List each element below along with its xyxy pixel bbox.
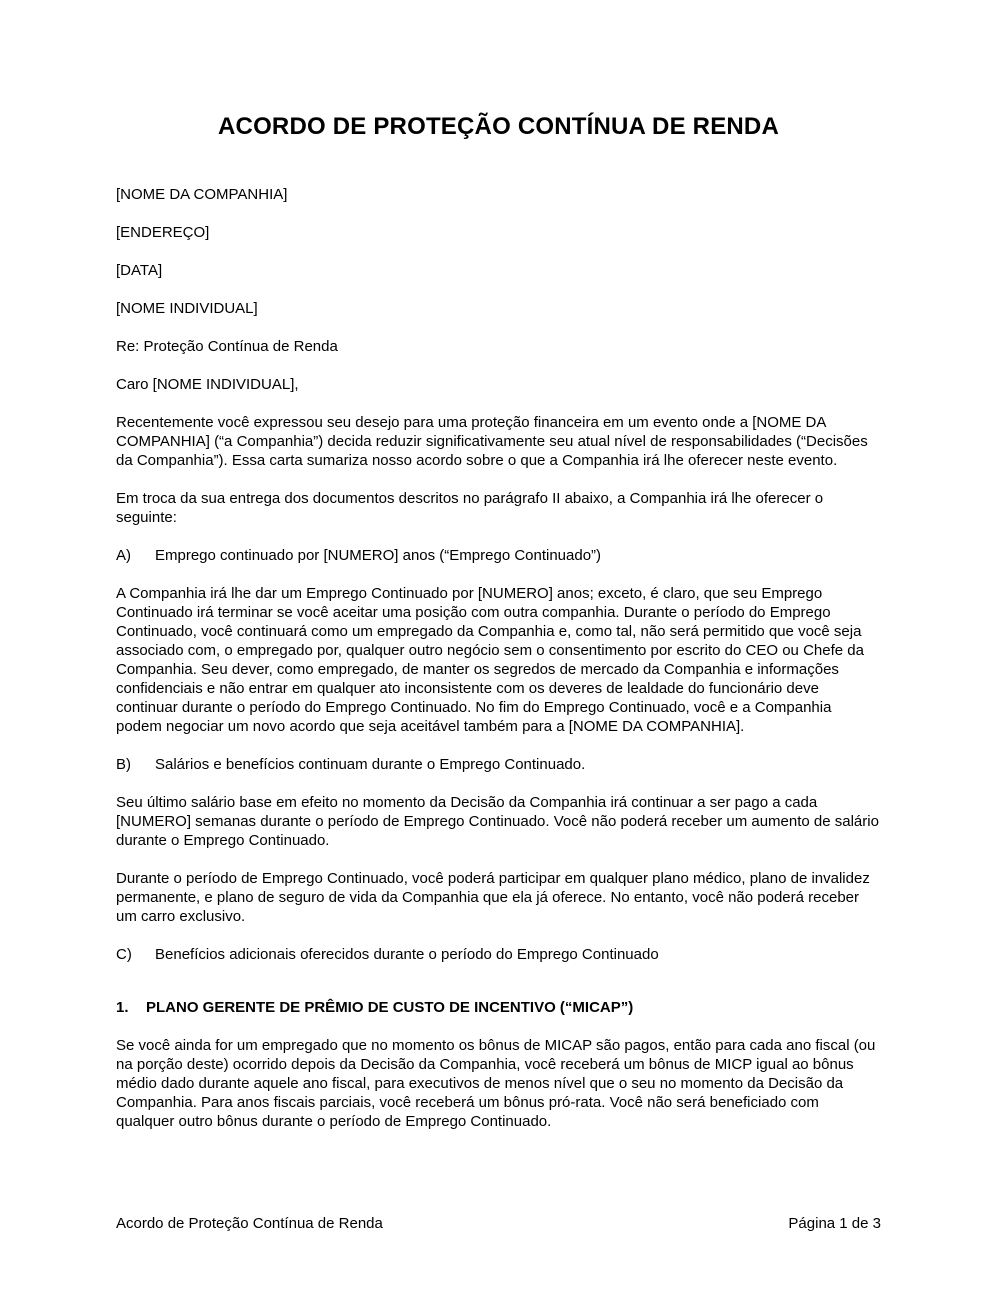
re-line: Re: Proteção Contínua de Renda [116,338,338,355]
document-title: ACORDO DE PROTEÇÃO CONTÍNUA DE RENDA [218,113,779,140]
list-item-b [116,755,881,774]
list-item-b-marker: B) [116,756,131,773]
recipient-individual-line: [NOME INDIVIDUAL] [116,300,258,317]
paragraph-benefit-plans: Durante o período de Emprego Continuado, você poderá participar em qualquer plano médico, plano de invalidez permanente, e plano de seguro de vida da Companhia que ela já oferece. No entanto, você não poderá receber um carro exclusivo. [116,870,870,925]
list-item-b-text: Salários e benefícios continuam durante o Emprego Continuado. [155,756,586,773]
recipient-date-line: [DATA] [116,262,163,279]
section-heading-number: 1. [116,999,129,1016]
paragraph-intro: Recentemente você expressou seu desejo para uma proteção financeira em um evento onde a [NOME DA COMPANHIA] (“a Companhia”) decida reduzir significativamente seu atual nível de responsabilidades (“Decisões da Companhia”). Essa carta sumariza nosso acordo sobre o que a Companhia irá lhe oferecer neste evento. [116,414,868,469]
salutation: Caro [NOME INDIVIDUAL], [116,376,299,393]
list-item-c [116,945,881,964]
list-item-c-text: Benefícios adicionais oferecidos durante o período do Emprego Continuado [155,946,659,963]
list-item-a-text: Emprego continuado por [NUMERO] anos (“Emprego Continuado”) [155,547,602,564]
section-heading-micap [116,998,881,1017]
paragraph-exchange: Em troca da sua entrega dos documentos descritos no parágrafo II abaixo, a Companhia irá lhe oferecer o seguinte: [116,490,824,526]
footer-document-title: Acordo de Proteção Contínua de Renda [116,1215,383,1232]
recipient-address-line: [ENDEREÇO] [116,224,210,241]
page-footer [116,1214,881,1233]
paragraph-salary: Seu último salário base em efeito no momento da Decisão da Companhia irá continuar a ser pago a cada [NUMERO] semanas durante o período de Emprego Continuado. Você não poderá receber um aumento de salário durante o Emprego Continuado. [116,794,879,849]
list-item-c-marker: C) [116,946,132,963]
paragraph-continued-employment: A Companhia irá lhe dar um Emprego Continuado por [NUMERO] anos; exceto, é claro, que seu Emprego Continuado irá terminar se você aceitar uma posição com outra companhia. Durante o período do Emprego Continuado, você continuará como um empregado da Companhia e, como tal, não será permitido que você seja associado com, o empregado por, qualquer outro negócio sem o consentimento por escrito do CEO ou Chefe da Companhia. Seu dever, como empregado, de manter os segredos de mercado da Companhia e informações confidenciais e não entrar em qualquer ato inconsistente com os deveres de lealdade do funcionário deve continuar durante o período do Emprego Continuado. No fim do Emprego Continuado, você e a Companhia podem negociar um novo acordo que seja aceitável também para a [NOME DA COMPANHIA]. [116,585,864,735]
section-heading-text: PLANO GERENTE DE PRÊMIO DE CUSTO DE INCENTIVO (“MICAP”) [146,999,634,1016]
paragraph-micap: Se você ainda for um empregado que no momento os bônus de MICAP são pagos, então para cada ano fiscal (ou na porção deste) ocorrido depois da Decisão da Companhia, você receberá um bônus de MICP igual ao bônus médio dado durante aquele ano fiscal, para executivos de menos nível que o seu no momento da Decisão da Companhia. Para anos fiscais parciais, você receberá um bônus pró-rata. Você não será beneficiado com qualquer outro bônus durante o período de Emprego Continuado. [116,1037,876,1130]
list-item-a [116,546,881,565]
recipient-company-line: [NOME DA COMPANHIA] [116,186,288,203]
list-item-a-marker: A) [116,547,131,564]
footer-page-number: Página 1 de 3 [788,1215,881,1232]
